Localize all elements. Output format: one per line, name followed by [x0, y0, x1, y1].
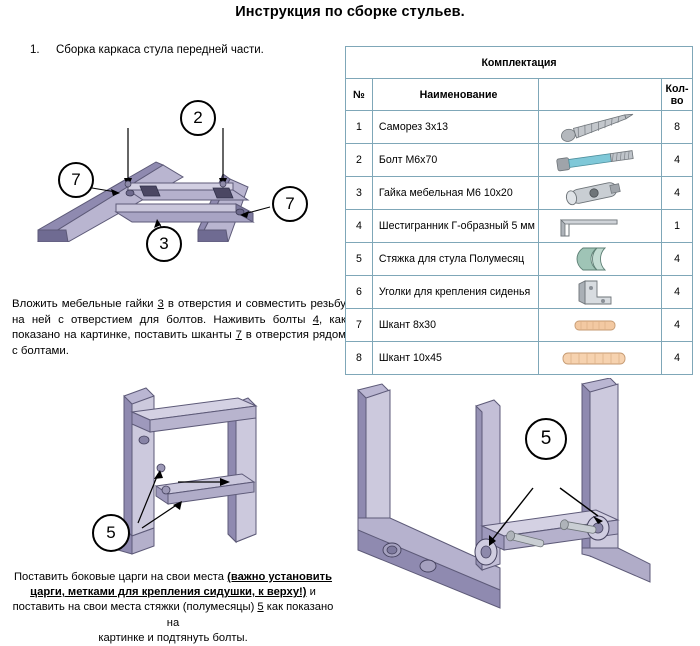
row-no: 3: [346, 177, 373, 210]
para1-part1: Вложить мебельные гайки: [12, 298, 158, 310]
para2-bold1: (важно установить: [227, 571, 333, 583]
step-1-block: [8, 44, 346, 357]
parts-table: [345, 46, 693, 375]
col-header-name: Наименование: [372, 79, 538, 111]
row-qty: 4: [662, 144, 693, 177]
crescent-bracket-icon: [539, 243, 662, 276]
para1-part4: в отверстия рядом с болтами.: [12, 329, 346, 357]
row-name: Стяжка для стула Полумесяц: [372, 243, 538, 276]
para1-part2: в отверстия и совместить резьбу на ней с отверстием для болтов. Наживить болты: [12, 298, 346, 326]
row-no: 8: [346, 342, 373, 375]
step-1-paragraph: [12, 297, 346, 359]
row-name: Гайка мебельная М6 10х20: [372, 177, 538, 210]
row-qty: 4: [662, 243, 693, 276]
table-row: [346, 276, 693, 309]
callout-7-left: 7: [58, 162, 94, 198]
row-qty: 4: [662, 276, 693, 309]
dowel-small-icon: [539, 309, 662, 342]
parts-table-wrap: [345, 46, 693, 375]
row-no: 6: [346, 276, 373, 309]
row-name: Шестигранник Г-образный 5 мм: [372, 210, 538, 243]
callout-5-left-figure: 5: [92, 514, 130, 552]
row-no: 2: [346, 144, 373, 177]
row-name: Саморез 3х13: [372, 111, 538, 144]
para2-ref-5: 5: [257, 601, 264, 614]
callout-2: 2: [180, 100, 216, 136]
table-row: [346, 309, 693, 342]
figure-front-frame: [8, 62, 338, 253]
para2-bold2: царги, метками для крепления сидушки, к верху!): [30, 586, 307, 599]
row-name: Болт М6х70: [372, 144, 538, 177]
page-title: Инструкция по сборке стульев.: [235, 4, 465, 20]
figure-side-rails: [6, 378, 336, 566]
row-qty: 4: [662, 342, 693, 375]
table-row: [346, 144, 693, 177]
callout-5-right-figure: 5: [525, 418, 567, 460]
row-qty: 4: [662, 177, 693, 210]
row-qty: 8: [662, 111, 693, 144]
para1-ref-7: 7: [235, 329, 242, 341]
para2-part1: Поставить боковые царги на свои места: [13, 571, 228, 583]
col-header-no: №: [346, 79, 373, 111]
row-no: 7: [346, 309, 373, 342]
row-no: 1: [346, 111, 373, 144]
barrel-nut-icon: [539, 177, 662, 210]
corner-bracket-icon: [539, 276, 662, 309]
row-qty: 1: [662, 210, 693, 243]
figure-crescent-fitting: [350, 378, 695, 633]
hex-key-icon: [539, 210, 662, 243]
table-row: [346, 111, 693, 144]
para2-part3: поставить на свои места стяжки (полумесяцы): [12, 601, 258, 614]
row-no: 4: [346, 210, 373, 243]
col-header-image: [539, 79, 662, 111]
para1-ref-4: 4: [312, 313, 320, 326]
table-row: [346, 243, 693, 276]
step-1-number: 1.: [30, 44, 40, 56]
table-row: [346, 342, 693, 375]
row-name: Уголки для крепления сиденья: [372, 276, 538, 309]
callout-3: 3: [146, 226, 182, 262]
para2-part4: как показано на: [166, 601, 334, 629]
table-row: [346, 177, 693, 210]
para2-part2: и: [306, 586, 316, 599]
table-row: [346, 210, 693, 243]
dowel-large-icon: [539, 342, 662, 375]
row-name: Шкант 8х30: [372, 309, 538, 342]
step-2-paragraph: [8, 570, 338, 646]
para1-ref-3: 3: [157, 298, 164, 310]
step-1-label: Сборка каркаса стула передней части.: [56, 44, 264, 56]
row-name: Шкант 10х45: [372, 342, 538, 375]
screw-icon: [539, 111, 662, 144]
para2-part5: картинке и подтянуть болты.: [98, 631, 248, 644]
col-header-qty: Кол-во: [662, 79, 693, 111]
callout-7-right: 7: [272, 186, 308, 222]
bolt-icon: [539, 144, 662, 177]
parts-table-title: Комплектация: [346, 47, 693, 79]
para1-part3: , как показано на картинке, поставить шканты: [12, 313, 346, 341]
row-qty: 4: [662, 309, 693, 342]
row-no: 5: [346, 243, 373, 276]
